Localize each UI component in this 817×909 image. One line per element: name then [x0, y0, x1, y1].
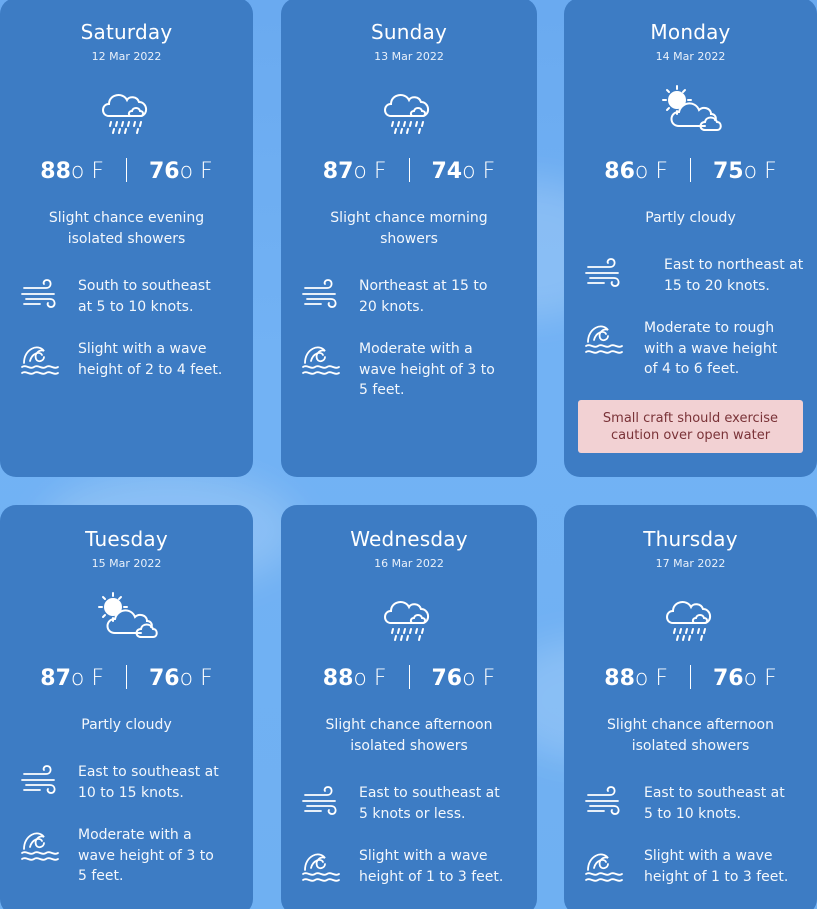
- forecast-card-wednesday: [281, 505, 537, 909]
- summary-line: Slight chance evening: [48, 210, 205, 226]
- forecast-summary: [297, 715, 521, 757]
- low-temp: 76: [431, 666, 463, 691]
- wave-icon: [301, 846, 341, 886]
- wind-line: Northeast at 15 to: [359, 278, 488, 294]
- high-temp: 88: [322, 666, 354, 691]
- temp-unit: o F: [634, 666, 668, 691]
- wind-line: East to northeast at: [664, 257, 804, 273]
- wind-line: East to southeast at: [644, 785, 785, 801]
- wave-icon: [584, 846, 624, 886]
- wave-row: [301, 339, 525, 398]
- wave-text: [78, 339, 241, 380]
- summary-line: isolated showers: [67, 231, 186, 247]
- wave-text: [644, 846, 805, 887]
- wave-line: 5 feet.: [78, 868, 124, 884]
- temp-unit: o F: [462, 666, 496, 691]
- day-date: 13 Mar 2022: [374, 50, 444, 63]
- wave-line: of 4 to 6 feet.: [644, 361, 740, 377]
- wave-text: [644, 318, 805, 380]
- wave-line: Slight with a wave: [359, 848, 488, 864]
- wave-text: [359, 846, 525, 887]
- wind-icon: [20, 762, 60, 802]
- summary-line: Partly cloudy: [645, 210, 736, 226]
- low-temp: 76: [149, 159, 180, 184]
- wind-icon: [301, 276, 341, 316]
- wave-line: with a wave height: [644, 340, 778, 357]
- warning-line: caution over open water: [610, 428, 771, 443]
- low-temp: 76: [713, 666, 744, 691]
- wind-text: [359, 783, 525, 824]
- wind-row: [301, 783, 525, 833]
- temperature-range: [281, 158, 537, 184]
- temp-unit: o F: [743, 666, 777, 691]
- wind-row: [584, 255, 805, 305]
- wave-line: 5 feet.: [359, 382, 405, 398]
- wind-row: [301, 276, 525, 326]
- warning-line: Small craft should exercise: [602, 411, 779, 426]
- summary-line: Slight chance afternoon: [607, 717, 774, 733]
- forecast-summary: [16, 208, 237, 250]
- summary-line: isolated showers: [350, 738, 468, 754]
- wave-line: height of 2 to 4 feet.: [78, 361, 223, 378]
- wind-row: [20, 276, 241, 326]
- wave-line: height of 1 to 3 feet.: [644, 868, 789, 885]
- forecast-summary: [580, 208, 801, 229]
- temp-unit: o F: [70, 666, 104, 691]
- wind-line: East to southeast at: [78, 764, 219, 780]
- summary-line: Slight chance morning: [330, 210, 488, 226]
- wave-line: height of 1 to 3 feet.: [359, 868, 504, 885]
- rain-cloud-icon: [659, 589, 723, 645]
- wave-line: Moderate with a: [359, 341, 473, 357]
- temp-divider: [126, 665, 127, 689]
- day-date: 17 Mar 2022: [655, 557, 726, 570]
- temperature-range: [564, 158, 817, 184]
- temperature-range: [0, 158, 253, 184]
- day-name: Monday: [650, 20, 731, 44]
- wave-line: Slight with a wave: [644, 848, 773, 864]
- summary-line: showers: [380, 231, 438, 247]
- wind-icon: [584, 255, 624, 295]
- temp-divider: [126, 158, 127, 182]
- wind-text: [664, 255, 805, 296]
- temp-unit: o F: [353, 666, 387, 691]
- temp-divider: [690, 665, 691, 689]
- wave-line: Slight with a wave: [78, 341, 207, 357]
- day-name: Wednesday: [350, 527, 468, 551]
- wind-line: at 5 to 10 knots.: [78, 298, 194, 315]
- temp-unit: o F: [353, 159, 387, 184]
- temp-divider: [690, 158, 691, 182]
- day-name: Tuesday: [85, 527, 168, 551]
- day-date: 14 Mar 2022: [655, 50, 726, 63]
- temp-unit: o F: [70, 159, 104, 184]
- forecast-card-sunday: [281, 0, 537, 477]
- day-name: Thursday: [643, 527, 738, 551]
- summary-line: Partly cloudy: [81, 717, 172, 733]
- wind-text: [644, 783, 805, 824]
- partly-cloudy-icon: [659, 82, 723, 138]
- wave-icon: [301, 339, 341, 379]
- wind-text: [78, 762, 241, 803]
- wave-row: [584, 846, 805, 896]
- temp-unit: o F: [634, 159, 668, 184]
- wave-line: wave height of 3 to: [359, 361, 495, 378]
- day-date: 16 Mar 2022: [374, 557, 444, 570]
- rain-cloud-icon: [377, 589, 441, 645]
- wind-row: [20, 762, 241, 812]
- forecast-card-saturday: [0, 0, 253, 477]
- wind-text: [78, 276, 241, 317]
- temp-unit: o F: [462, 159, 496, 184]
- wind-icon: [584, 783, 624, 823]
- wind-line: 5 knots or less.: [359, 805, 466, 822]
- temp-unit: o F: [743, 159, 777, 184]
- small-craft-warning: [578, 400, 803, 453]
- wind-row: [584, 783, 805, 833]
- wind-line: 15 to 20 knots.: [664, 277, 770, 294]
- wave-line: Moderate to rough: [644, 320, 775, 336]
- wave-row: [301, 846, 525, 896]
- temperature-range: [564, 665, 817, 691]
- day-date: 15 Mar 2022: [91, 557, 162, 570]
- temp-unit: o F: [179, 159, 213, 184]
- high-temp: 87: [322, 159, 354, 184]
- low-temp: 74: [431, 159, 463, 184]
- temperature-range: [0, 665, 253, 691]
- temperature-range: [281, 665, 537, 691]
- forecast-summary: [297, 208, 521, 250]
- forecast-card-tuesday: [0, 505, 253, 909]
- forecast-card-thursday: [564, 505, 817, 909]
- wave-line: Moderate with a: [78, 827, 192, 843]
- partly-cloudy-icon: [95, 589, 159, 645]
- high-temp: 87: [40, 666, 71, 691]
- wave-text: [78, 825, 241, 887]
- wave-icon: [20, 339, 60, 379]
- wave-line: wave height of 3 to: [78, 847, 214, 864]
- day-name: Sunday: [370, 20, 448, 44]
- temp-divider: [409, 158, 410, 182]
- wind-line: South to southeast: [78, 278, 211, 294]
- wind-line: 10 to 15 knots.: [78, 784, 184, 801]
- wind-line: 5 to 10 knots.: [644, 805, 741, 822]
- wave-row: [20, 825, 241, 884]
- high-temp: 88: [604, 666, 635, 691]
- wave-row: [584, 318, 805, 377]
- low-temp: 75: [713, 159, 744, 184]
- forecast-summary: [580, 715, 801, 757]
- day-name: Saturday: [80, 20, 173, 44]
- summary-line: Slight chance afternoon: [325, 717, 493, 733]
- rain-cloud-icon: [95, 82, 159, 138]
- wave-icon: [584, 318, 624, 358]
- forecast-card-monday: [564, 0, 817, 477]
- wind-text: [359, 276, 525, 317]
- day-date: 12 Mar 2022: [91, 50, 162, 63]
- summary-line: isolated showers: [631, 738, 750, 754]
- wind-line: East to southeast at: [359, 785, 500, 801]
- wind-icon: [301, 783, 341, 823]
- high-temp: 86: [604, 159, 635, 184]
- wind-line: 20 knots.: [359, 298, 425, 315]
- low-temp: 76: [149, 666, 180, 691]
- wave-row: [20, 339, 241, 389]
- wave-text: [359, 339, 525, 401]
- temp-unit: o F: [179, 666, 213, 691]
- high-temp: 88: [40, 159, 71, 184]
- forecast-summary: [16, 715, 237, 736]
- rain-cloud-icon: [377, 82, 441, 138]
- wind-icon: [20, 276, 60, 316]
- wave-icon: [20, 825, 60, 865]
- temp-divider: [409, 665, 410, 689]
